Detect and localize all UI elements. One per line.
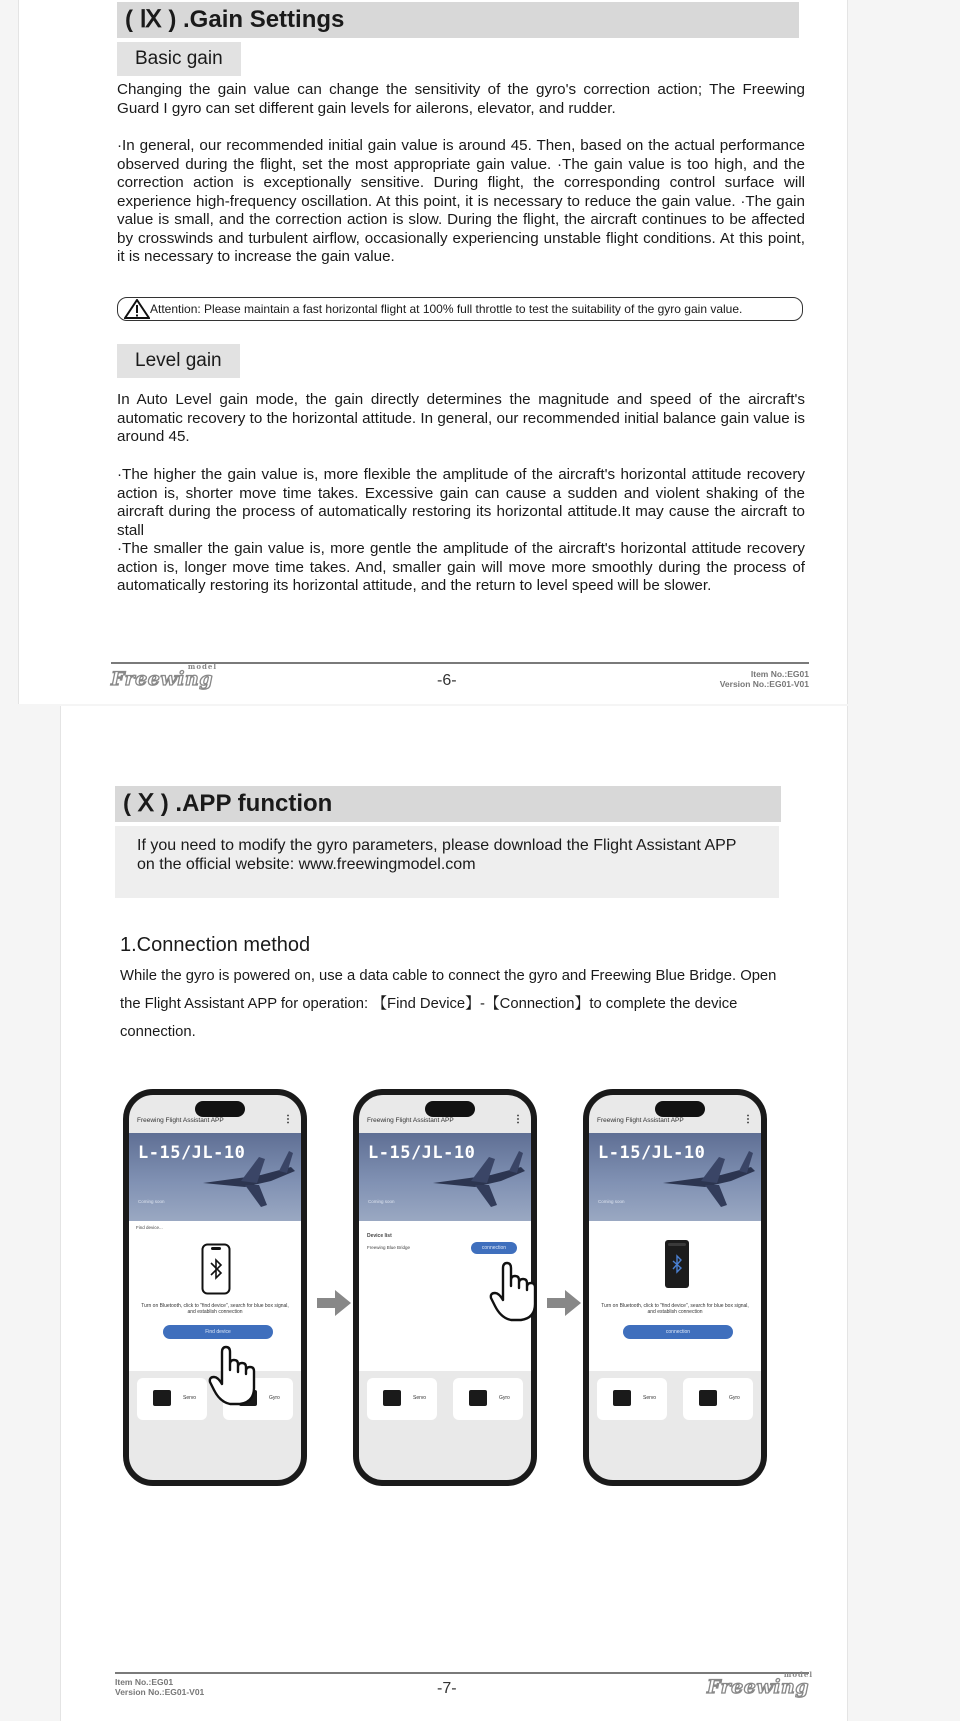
section-title-gain-settings: ( Ⅸ ) .Gain Settings [117, 2, 799, 38]
version-number: Version No.:EG01-V01 [115, 1687, 205, 1697]
gyro-label: Gyro [729, 1395, 740, 1401]
dynamic-island [195, 1101, 245, 1117]
connected-device-icon [664, 1239, 690, 1289]
arrow-right-icon [317, 1290, 351, 1316]
basic-gain-bullets: ·In general, our recommended initial gain value is around 45. Then, based on the actual performance observed during the flight, set the most appropriate gain value. ·The gain value is too high, and the correction action is exceptionally sensitive. During flight, the corresponding control surface will experience high-frequency oscillation. At this point, it is necessary to reduce the gain value. ·The gain value is small, and the correction action is slow. During the flight, the aircraft continues to be affected by crosswinds and turbulent airflow, occasionally experiencing unstable flight conditions. At this point, it is necessary to increase the gain value. [117, 137, 805, 265]
basic-gain-intro: Changing the gain value can change the sensitivity of the gyro's correction action; The Freewing Guard I gyro can set different gain levels for ailerons, elevator, and rudder. [117, 81, 805, 117]
page-number: -7- [437, 1680, 457, 1697]
section-title-app-function: ( Ⅹ ) .APP function [115, 786, 781, 822]
freewing-logo [707, 1670, 814, 1698]
servo-card[interactable] [137, 1378, 207, 1420]
version-number: Version No.:EG01-V01 [719, 679, 809, 689]
app-title: Freewing Flight Assistant APP [597, 1117, 684, 1124]
servo-card[interactable] [597, 1378, 667, 1420]
app-title: Freewing Flight Assistant APP [137, 1117, 224, 1124]
logo-text: Freewing [111, 668, 214, 690]
item-info [115, 1677, 204, 1697]
bluetooth-instruction: Turn on Bluetooth, click to "find device", search for blue box signal, and establish connection [601, 1303, 749, 1315]
model-banner [129, 1133, 301, 1221]
level-gain-intro: In Auto Level gain mode, the gain directly determines the magnitude and speed of the aircraft's automatic recovery to the horizontal attitude. In general, our recommended initial balance gain value is around 45. [117, 391, 805, 445]
warning-icon [124, 299, 150, 319]
servo-icon [613, 1390, 631, 1406]
bluetooth-instruction: Turn on Bluetooth, click to "find device", search for blue box signal, and establish connection [141, 1303, 289, 1315]
find-device-button[interactable]: Find device [163, 1325, 273, 1339]
freewing-logo [111, 662, 218, 690]
app-intro-box: If you need to modify the gyro parameters, please download the Flight Assistant APP on the official website: www.freewingmodel.com [115, 826, 779, 898]
servo-icon [383, 1390, 401, 1406]
phone-screen-find-device [123, 1089, 307, 1486]
model-banner [359, 1133, 531, 1221]
gyro-icon [699, 1390, 717, 1406]
more-menu-icon[interactable]: ⋮ [283, 1114, 293, 1125]
item-number: Item No.:EG01 [115, 1677, 174, 1687]
servo-label: Servo [183, 1395, 197, 1401]
attention-note [117, 297, 803, 321]
servo-label: Servo [643, 1395, 657, 1401]
servo-label: Servo [413, 1395, 427, 1401]
coming-soon-label: Coming soon [598, 1199, 625, 1204]
more-menu-icon[interactable]: ⋮ [513, 1114, 523, 1125]
servo-card[interactable] [367, 1378, 437, 1420]
model-name: L-15/JL-10 [368, 1143, 476, 1163]
dynamic-island [425, 1101, 475, 1117]
connection-button[interactable]: connection [623, 1325, 733, 1339]
connection-method-title: 1.Connection method [120, 934, 311, 956]
device-list-title: Device list [367, 1233, 392, 1239]
model-name: L-15/JL-10 [138, 1143, 246, 1163]
logo-subtext: model [783, 1670, 814, 1679]
gyro-label: Gyro [269, 1395, 280, 1401]
device-name: Freewing Blue Bridge [367, 1245, 411, 1250]
more-menu-icon[interactable]: ⋮ [743, 1114, 753, 1125]
tap-hand-icon [489, 1260, 537, 1322]
gyro-card[interactable] [453, 1378, 523, 1420]
find-device-status: Find device... [136, 1225, 163, 1230]
subtitle-basic-gain: Basic gain [117, 42, 241, 76]
model-banner [589, 1133, 761, 1221]
phone-content [589, 1221, 761, 1371]
tap-hand-icon [208, 1344, 256, 1406]
dynamic-island [655, 1101, 705, 1117]
footer-divider [115, 1672, 809, 1674]
logo-subtext: model [187, 662, 218, 671]
phone-bluetooth-icon [201, 1243, 231, 1295]
jet-icon [431, 1145, 527, 1209]
attention-text: Attention: Please maintain a fast horizontal flight at 100% full throttle to test the suitability of the gyro gain value. [150, 302, 743, 316]
level-gain-bullet-1: ·The higher the gain value is, more flexible the amplitude of the aircraft's horizontal attitude recovery action is, shorter move time takes. Excessive gain can cause a sudden and violent shaking of the aircraft during the process of automatically restoring its horizontal attitude.It may cause the aircraft to stall [117, 466, 805, 539]
phone-screen-connected [583, 1089, 767, 1486]
gyro-label: Gyro [499, 1395, 510, 1401]
gyro-icon [469, 1390, 487, 1406]
subtitle-level-gain: Level gain [117, 344, 240, 378]
jet-icon [661, 1145, 757, 1209]
connection-method-text: While the gyro is powered on, use a data cable to connect the gyro and Freewing Blue Bridge. Open the Flight Assistant APP for operation: 【Find Device】-【Connection】to complete the device connection. [120, 968, 777, 1040]
gyro-card[interactable] [683, 1378, 753, 1420]
level-gain-bullet-2: ·The smaller the gain value is, more gentle the amplitude of the aircraft's horizontal attitude recovery action is, longer move time takes. And, smaller gain will move more smoothly during the process of automatically restoring its horizontal attitude, and the return to level speed will be slower. [117, 540, 805, 594]
manual-page-6 [18, 0, 848, 704]
app-title: Freewing Flight Assistant APP [367, 1117, 454, 1124]
connection-button[interactable]: connection [471, 1242, 517, 1254]
page-number: -6- [437, 672, 457, 689]
manual-page-7 [60, 706, 848, 1721]
item-number: Item No.:EG01 [750, 669, 809, 679]
logo-text: Freewing [707, 1676, 810, 1698]
item-info [689, 669, 809, 689]
model-name: L-15/JL-10 [598, 1143, 706, 1163]
coming-soon-label: Coming soon [368, 1199, 395, 1204]
arrow-right-icon [547, 1290, 581, 1316]
jet-icon [201, 1145, 297, 1209]
servo-icon [153, 1390, 171, 1406]
coming-soon-label: Coming soon [138, 1199, 165, 1204]
